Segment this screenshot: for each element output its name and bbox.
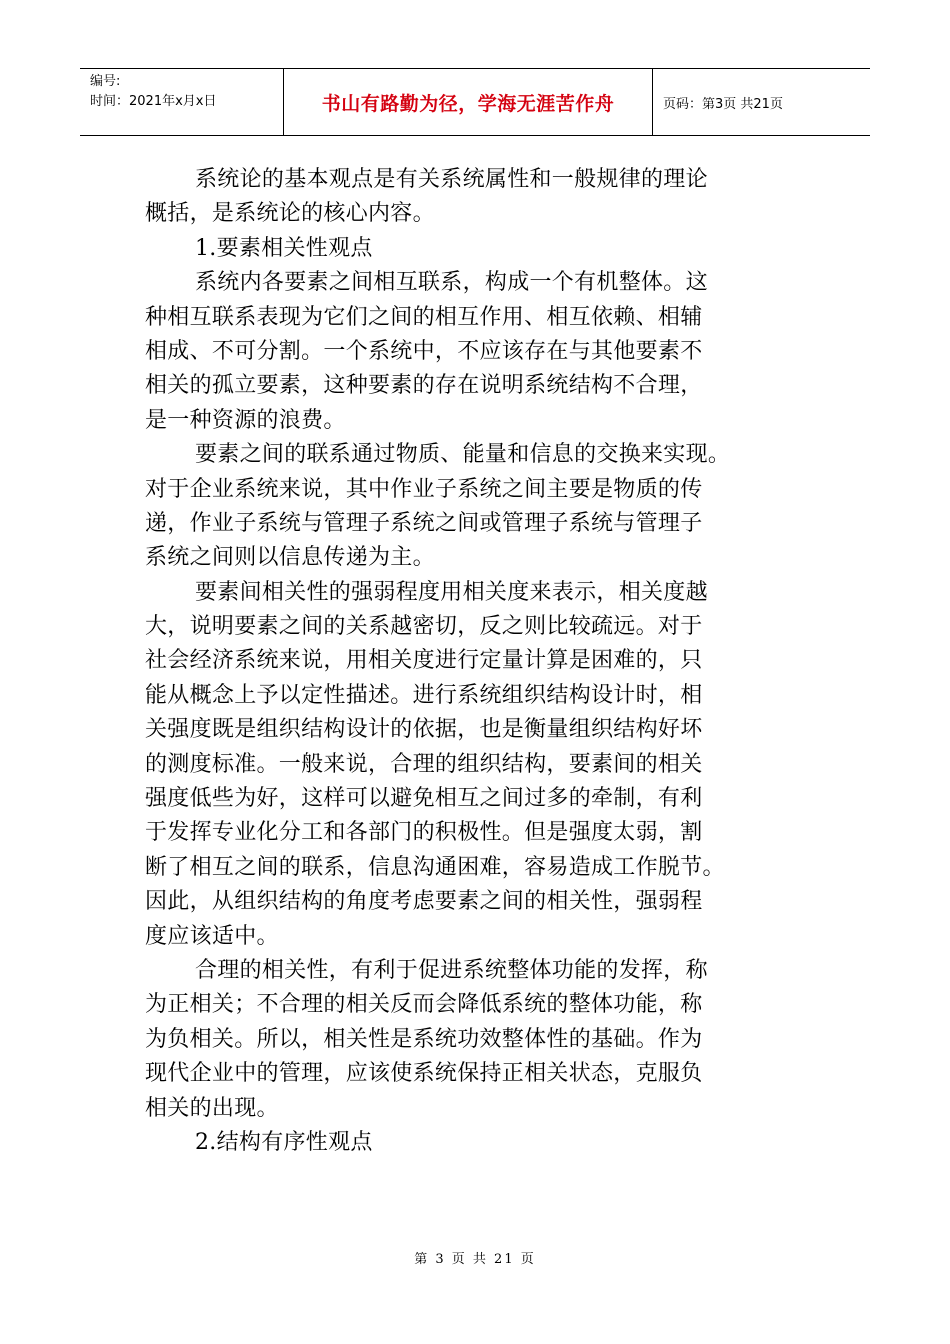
body-text-line: 现代企业中的管理，应该使系统保持正相关状态，克服负 bbox=[145, 1061, 703, 1087]
body-text-line: 的测度标准。一般来说，合理的组织结构，要素间的相关 bbox=[145, 751, 703, 777]
body-text-line: 断了相互之间的联系，信息沟通困难，容易造成工作脱节。 bbox=[145, 854, 725, 880]
body-text-line: 系统之间则以信息传递为主。 bbox=[145, 545, 435, 571]
document-time-label: 时间：2021年x月x日 bbox=[90, 94, 217, 109]
body-text-line: 系统论的基本观点是有关系统属性和一般规律的理论 bbox=[195, 167, 708, 192]
body-text-line: 递，作业子系统与管理子系统之间或管理子系统与管理子 bbox=[145, 510, 703, 536]
body-text-line: 相关的出现。 bbox=[145, 1095, 279, 1121]
body-text-line: 种相互联系表现为它们之间的相互作用、相互依赖、相辅 bbox=[145, 304, 703, 330]
document-body bbox=[145, 163, 795, 1160]
header-meta bbox=[80, 69, 283, 135]
document-number-label: 编号: bbox=[90, 74, 121, 89]
body-text-line: 对于企业系统来说，其中作业子系统之间主要是物质的传 bbox=[145, 476, 703, 502]
body-text-line: 能从概念上予以定性描述。进行系统组织结构设计时，相 bbox=[145, 682, 703, 708]
body-text-line: 系统内各要素之间相互联系，构成一个有机整体。这 bbox=[195, 270, 708, 296]
body-text-line: 强度低些为好，这样可以避免相互之间过多的牵制，有利 bbox=[145, 786, 703, 812]
body-text-line: 相成、不可分割。一个系统中，不应该存在与其他要素不 bbox=[145, 338, 703, 364]
body-text-line: 相关的孤立要素，这种要素的存在说明系统结构不合理， bbox=[145, 373, 703, 399]
body-text-line: 2.结构有序性观点 bbox=[195, 1129, 373, 1155]
page-footer: 第 3 页 共 21 页 bbox=[414, 1252, 536, 1267]
body-text-line: 为正相关；不合理的相关反而会降低系统的整体功能，称 bbox=[145, 992, 703, 1018]
body-text-line: 关强度既是组织结构设计的依据，也是衡量组织结构好坏 bbox=[145, 717, 703, 743]
body-text-line: 要素间相关性的强弱程度用相关度来表示，相关度越 bbox=[195, 579, 708, 605]
body-text-line: 社会经济系统来说，用相关度进行定量计算是困难的，只 bbox=[145, 648, 703, 674]
body-text-line: 因此，从组织结构的角度考虑要素之间的相关性，强弱程 bbox=[145, 889, 703, 915]
body-text-line: 是一种资源的浪费。 bbox=[145, 407, 346, 433]
header-motto: 书山有路勤为径，学海无涯苦作舟 bbox=[321, 92, 615, 115]
header-page-info: 页码：第3页 共21页 bbox=[663, 96, 783, 112]
body-text-line: 于发挥专业化分工和各部门的积极性。但是强度太弱，割 bbox=[145, 820, 703, 846]
body-text-line: 要素之间的联系通过物质、能量和信息的交换来实现。 bbox=[195, 442, 731, 468]
document-header bbox=[80, 68, 870, 136]
header-motto-cell bbox=[283, 69, 653, 135]
body-text-line: 度应该适中。 bbox=[145, 923, 279, 949]
body-text-line: 概括，是系统论的核心内容。 bbox=[145, 201, 435, 227]
body-text-line: 大，说明要素之间的关系越密切，反之则比较疏远。对于 bbox=[145, 614, 703, 640]
body-text-line: 为负相关。所以，相关性是系统功效整体性的基础。作为 bbox=[145, 1026, 703, 1052]
body-text-line: 1.要素相关性观点 bbox=[195, 235, 373, 261]
body-text-line: 合理的相关性，有利于促进系统整体功能的发挥，称 bbox=[195, 957, 708, 983]
header-page-info-cell bbox=[653, 69, 870, 135]
